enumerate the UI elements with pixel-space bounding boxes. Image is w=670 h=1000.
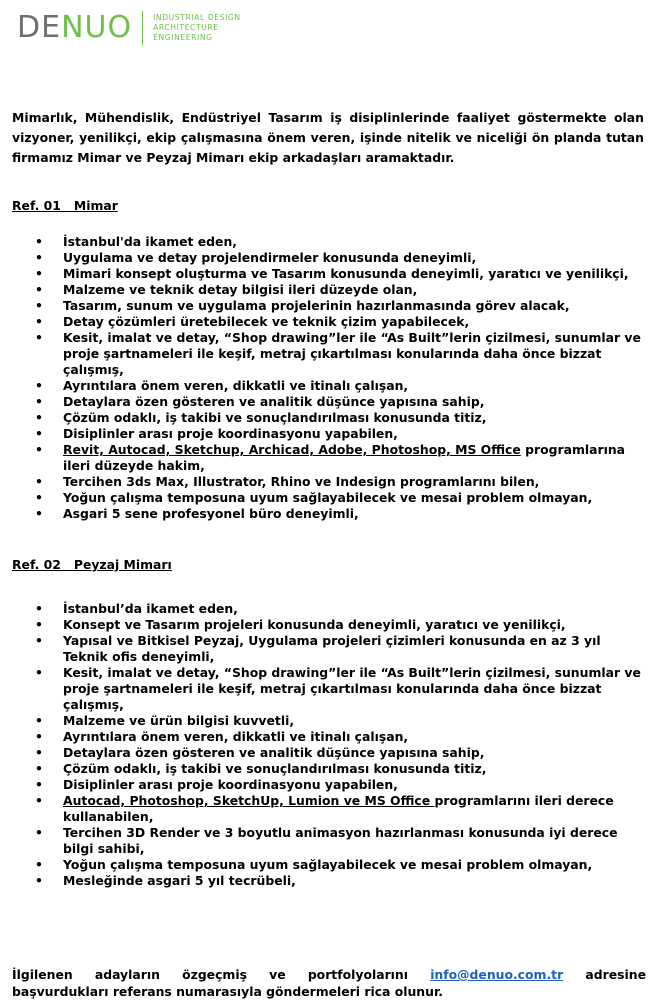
list-item: • Yoğun çalışma temposuna uyum sağlayabilecek ve mesai problem olmayan,	[12, 490, 646, 506]
application-note-line-2: başvurdukları referans numarasıyla göndermeleri rica olunur.	[12, 984, 443, 999]
list-item: • Mimari konsept oluşturma ve Tasarım konusunda deneyimli, yaratıcı ve yenilikçi,	[12, 266, 646, 282]
footer-word: adresine	[585, 967, 646, 982]
list-item: • Yoğun çalışma temposuna uyum sağlayabilecek ve mesai problem olmayan,	[12, 857, 646, 873]
ref-01-requirements	[12, 234, 646, 522]
list-item: • Disiplinler arası proje koordinasyonu yapabilen,	[12, 426, 646, 442]
list-item: • Çözüm odaklı, iş takibi ve sonuçlandırılması konusunda titiz,	[12, 761, 646, 777]
software-list-rest: programlarını ileri derece kullanabilen,	[63, 793, 614, 824]
tagline-line-3: ENGINEERING	[153, 33, 213, 42]
list-item: • Ayrıntılara önem veren, dikkatli ve itinalı çalışan,	[12, 378, 646, 394]
ref-01-title: Ref. 01 Mimar	[12, 198, 118, 213]
list-item: • Uygulama ve detay projelendirmeler konusunda deneyimli,	[12, 250, 646, 266]
list-item: • Ayrıntılara önem veren, dikkatli ve itinalı çalışan,	[12, 729, 646, 745]
ref-02-title: Ref. 02 Peyzaj Mimarı	[12, 557, 172, 572]
list-item: • Disiplinler arası proje koordinasyonu yapabilen,	[12, 777, 646, 793]
list-item: • Yapısal ve Bitkisel Peyzaj, Uygulama projeleri çizimleri konusunda en az 3 yıl Teknik ofis deneyimli,	[12, 633, 646, 665]
list-item: • İstanbul’da ikamet eden,	[12, 601, 646, 617]
list-item: • Mesleğinde asgari 5 yıl tecrübeli,	[12, 873, 646, 889]
list-item-software	[12, 442, 646, 474]
intro-paragraph: Mimarlık, Mühendislik, Endüstriyel Tasarım iş disiplinlerinde faaliyet göstermekte olan vizyoner, yenilikçi, ekip çalışmasına önem veren, işinde nitelik ve niceliği ön planda tutan firmamız Mimar ve Peyzaj Mimarı ekip arkadaşları aramaktadır.	[12, 110, 644, 165]
software-list-underlined: Autocad, Photoshop, SketchUp, Lumion ve MS Office	[63, 793, 435, 808]
list-item: • Malzeme ve teknik detay bilgisi ileri düzeyde olan,	[12, 282, 646, 298]
list-item: • Detaylara özen gösteren ve analitik düşünce yapısına sahip,	[12, 745, 646, 761]
list-item: • Tercihen 3ds Max, Illustrator, Rhino ve Indesign programlarını bilen,	[12, 474, 646, 490]
list-item: • Malzeme ve ürün bilgisi kuvvetli,	[12, 713, 646, 729]
logo-wordmark	[17, 10, 133, 45]
list-item: • Tasarım, sunum ve uygulama projelerinin hazırlanmasında görev alacak,	[12, 298, 646, 314]
list-item: • Çözüm odaklı, iş takibi ve sonuçlandırılması konusunda titiz,	[12, 410, 646, 426]
list-item-software	[12, 793, 646, 825]
company-logo	[17, 10, 241, 46]
list-item: • Kesit, imalat ve detay, “Shop drawing”ler ile “As Built”lerin çizilmesi, sunumlar ve proje şartnameleri ile keşif, metraj çıkartılması konularında daha önce bizzat çalışmış,	[12, 665, 646, 713]
footer-word: özgeçmiş	[182, 967, 247, 982]
logo-tagline	[153, 13, 241, 43]
application-note-line-1	[12, 966, 646, 983]
email-link[interactable]: info@denuo.com.tr	[430, 967, 564, 982]
ref-02-requirements	[12, 601, 646, 889]
software-list-rest: programlarına ileri düzeyde hakim,	[63, 442, 626, 473]
list-item: • İstanbul'da ikamet eden,	[12, 234, 646, 250]
tagline-line-2: ARCHITECTURE	[153, 23, 219, 32]
list-item: • Tercihen 3D Render ve 3 boyutlu animasyon hazırlanması konusunda iyi derece bilgi sahibi,	[12, 825, 646, 857]
software-list-underlined: Revit, Autocad, Sketchup, Archicad, Adobe, Photoshop, MS Office	[63, 442, 521, 457]
logo-de: DE	[17, 10, 62, 45]
list-item: • Kesit, imalat ve detay, “Shop drawing”ler ile “As Built”lerin çizilmesi, sunumlar ve proje şartnameleri ile keşif, metraj çıkartılması konularında daha önce bizzat çalışmış,	[12, 330, 646, 378]
list-item: • Asgari 5 sene profesyonel büro deneyimli,	[12, 506, 646, 522]
list-item: • Detay çözümleri üretebilecek ve teknik çizim yapabilecek,	[12, 314, 646, 330]
footer-word: portfolyolarını	[307, 967, 409, 982]
footer-word: İlgilenen	[12, 967, 73, 982]
logo-nuo: NUO	[61, 10, 133, 45]
footer-word: ve	[269, 967, 286, 982]
tagline-line-1: INDUSTRIAL DESIGN	[153, 13, 241, 22]
application-note	[12, 966, 646, 1000]
logo-divider	[142, 11, 143, 45]
list-item: • Detaylara özen gösteren ve analitik düşünce yapısına sahip,	[12, 394, 646, 410]
footer-word: adayların	[94, 967, 160, 982]
list-item: • Konsept ve Tasarım projeleri konusunda deneyimli, yaratıcı ve yenilikçi,	[12, 617, 646, 633]
